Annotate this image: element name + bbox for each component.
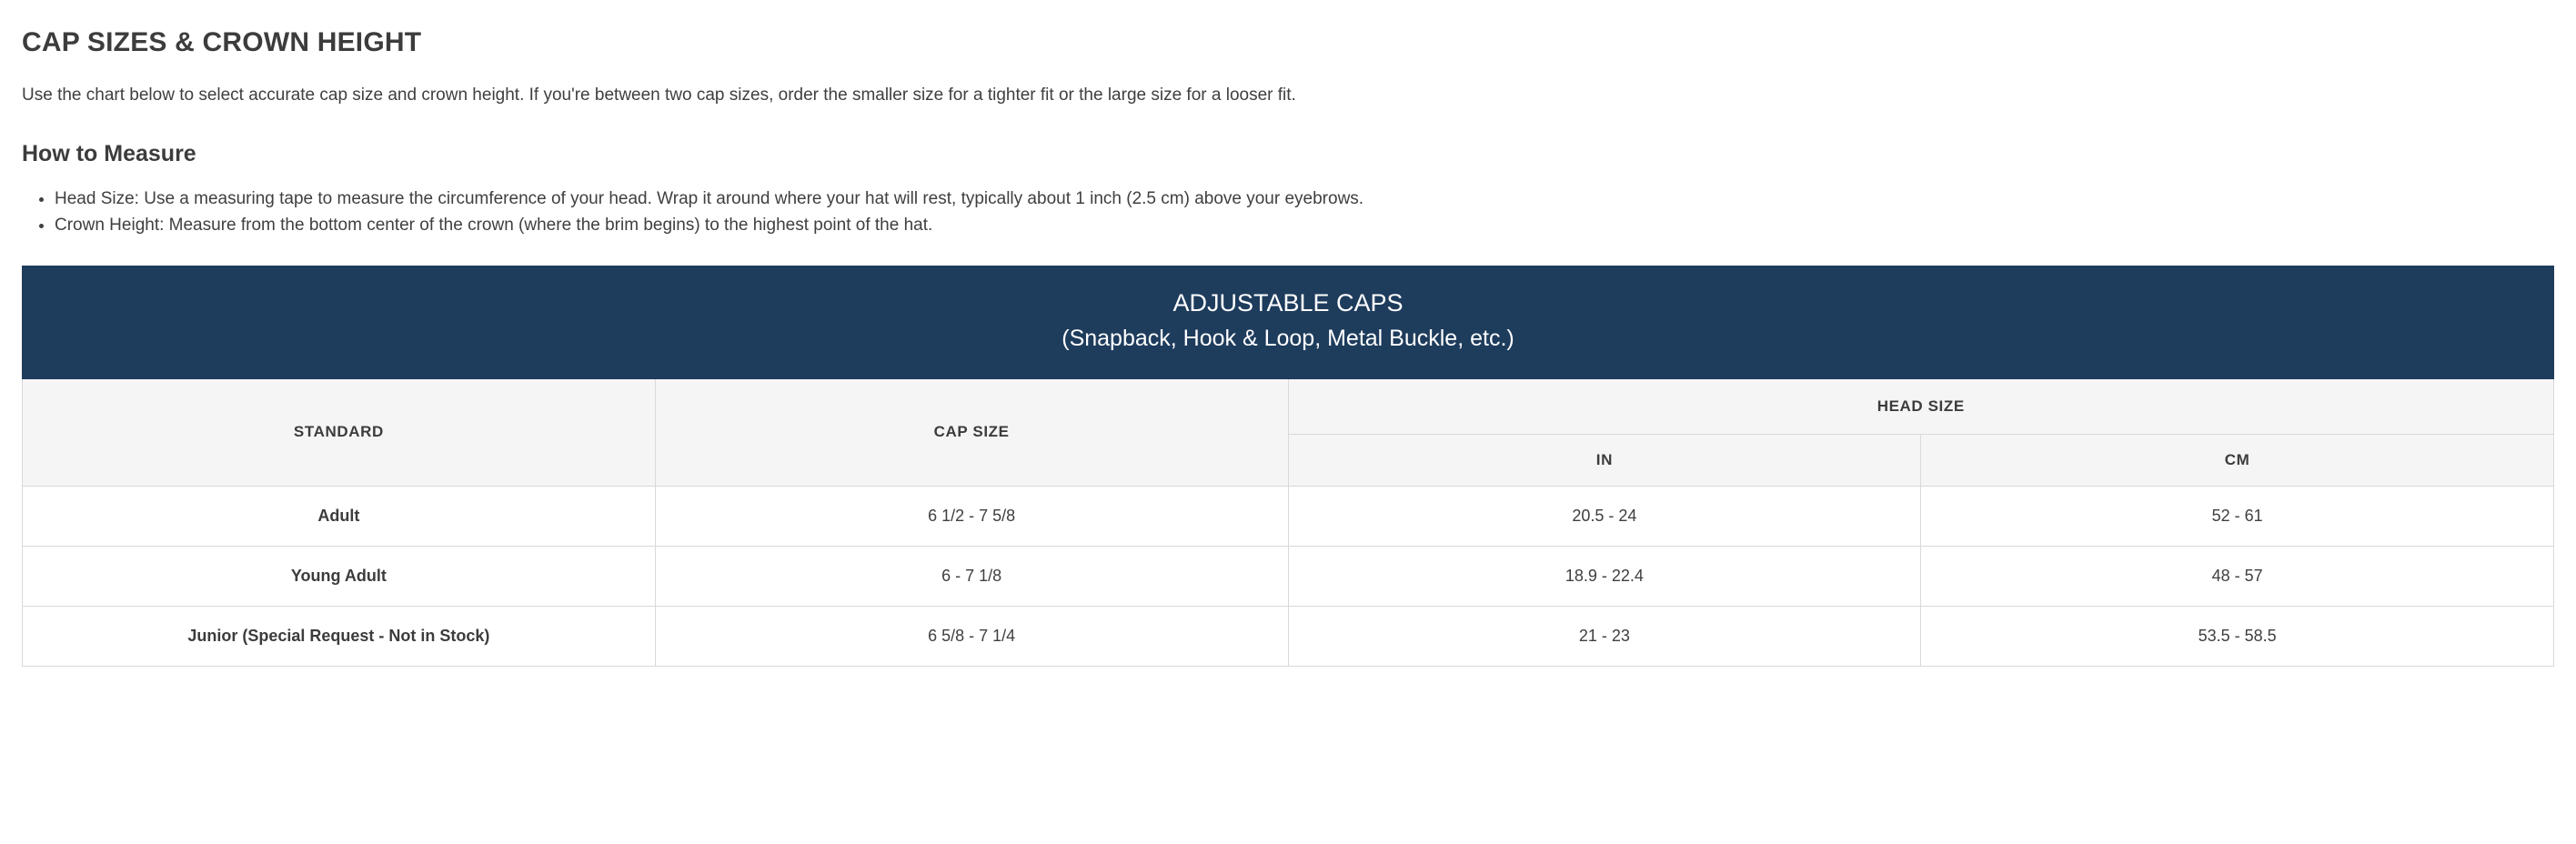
measure-instructions-list [22, 186, 2554, 239]
row-cap-size: 6 - 7 1/8 [655, 546, 1288, 606]
table-row [23, 546, 2554, 606]
table-banner-row [23, 266, 2554, 378]
row-head-size-cm: 53.5 - 58.5 [1921, 606, 2554, 666]
list-item: • Head Size: Use a measuring tape to measure the circumference of your head. Wrap it around where your hat will rest, typically about 1 inch (2.5 cm) above your eyebrows. [55, 186, 2554, 212]
how-to-measure-heading: How to Measure [22, 140, 196, 166]
row-head-size-in: 21 - 23 [1288, 606, 1921, 666]
header-standard: STANDARD [23, 378, 656, 486]
banner-subtitle: (Snapback, Hook & Loop, Metal Buckle, etc.) [1062, 325, 1514, 351]
table-header-row-1 [23, 378, 2554, 434]
row-head-size-in: 20.5 - 24 [1288, 486, 1921, 546]
row-standard: Junior (Special Request - Not in Stock) [23, 606, 656, 666]
header-head-size: HEAD SIZE [1288, 378, 2554, 434]
list-item: • Crown Height: Measure from the bottom center of the crown (where the brim begins) to the highest point of the hat. [55, 212, 2554, 238]
intro-paragraph: Use the chart below to select accurate cap size and crown height. If you're between two cap sizes, order the smaller size for a tighter fit or the large size for a looser fit. [22, 85, 1296, 105]
table-row [23, 486, 2554, 546]
row-cap-size: 6 5/8 - 7 1/4 [655, 606, 1288, 666]
page-title: CAP SIZES & CROWN HEIGHT [22, 27, 422, 57]
size-chart-page [0, 16, 2576, 844]
row-head-size-in: 18.9 - 22.4 [1288, 546, 1921, 606]
row-cap-size: 6 1/2 - 7 5/8 [655, 486, 1288, 546]
header-head-size-cm: CM [1921, 434, 2554, 486]
table-banner [23, 266, 2554, 378]
header-cap-size: CAP SIZE [655, 378, 1288, 486]
row-head-size-cm: 48 - 57 [1921, 546, 2554, 606]
row-standard: Adult [23, 486, 656, 546]
banner-title: ADJUSTABLE CAPS [1172, 289, 1404, 317]
header-head-size-in: IN [1288, 434, 1921, 486]
row-standard: Young Adult [23, 546, 656, 606]
adjustable-caps-size-table [22, 266, 2554, 666]
row-head-size-cm: 52 - 61 [1921, 486, 2554, 546]
table-row [23, 606, 2554, 666]
